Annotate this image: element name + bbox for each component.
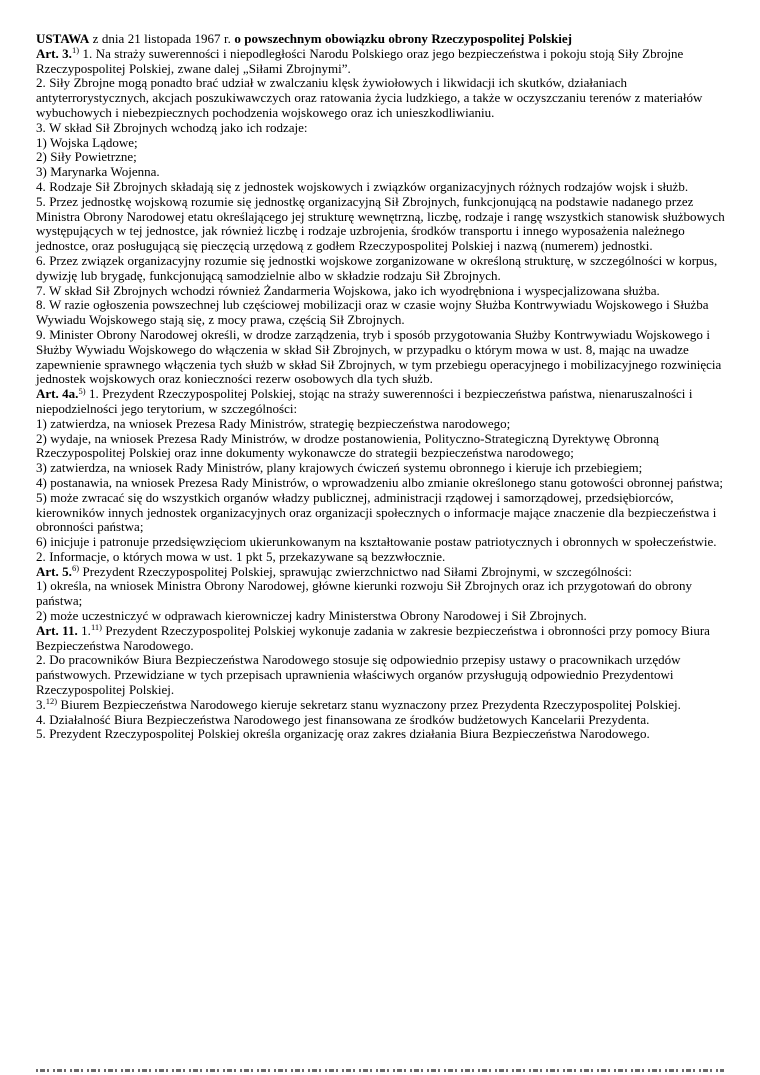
text-run: 5. Prezydent Rzeczypospolitej Polskiej określa organizację oraz zakres działania Biura Bezpieczeństwa Narodowego. — [36, 726, 650, 742]
text-run: 1) zatwierdza, na wniosek Prezesa Rady Ministrów, strategię bezpieczeństwa narodowego; — [36, 415, 511, 431]
list-item — [36, 165, 726, 180]
list-item — [36, 476, 726, 491]
text-run: 2) może uczestniczyć w odprawach kierowniczej kadry Ministerstwa Obrony Narodowej i Sił Zbrojnych. — [36, 608, 587, 624]
paragraph — [36, 121, 726, 136]
text-run: z dnia 21 listopada 1967 r. — [89, 31, 235, 46]
paragraph — [36, 328, 726, 387]
paragraph — [36, 76, 726, 120]
text-run: Prezydent Rzeczypospolitej Polskiej, sprawując zwierzchnictwo nad Siłami Zbrojnymi, w szczególności: — [79, 563, 632, 579]
text-run: 7. W skład Sił Zbrojnych wchodzi również Żandarmeria Wojskowa, jako ich wyodrębniona i wyspecjalizowana służba. — [36, 282, 660, 298]
text-run: Biurem Bezpieczeństwa Narodowego kieruje sekretarz stanu wyznaczony przez Prezydenta Rzeczypospolitej Polskiej. — [57, 696, 681, 712]
paragraph — [36, 180, 726, 195]
list-item — [36, 136, 726, 151]
text-run: 2. Do pracowników Biura Bezpieczeństwa Narodowego stosuje się odpowiednio przepisy ustawy o pracownikach urzędów państwowych. Przewidziane w tych przepisach uprawnienia właściwych organów przysługują odpowiednio Prezydentowi Rzeczypospolitej Polskiej. — [36, 652, 681, 698]
list-item — [36, 535, 726, 550]
bold-text-run: o powszechnym obowiązku obrony Rzeczypospolitej Polskiej — [234, 31, 573, 46]
paragraph — [36, 698, 726, 713]
text-run: 2. Informacje, o których mowa w ust. 1 pkt 5, przekazywane są bezzwłocznie. — [36, 548, 446, 564]
bold-text-run: USTAWA — [36, 31, 90, 46]
bold-text-run: Art. 5. — [36, 563, 72, 579]
paragraph — [36, 550, 726, 565]
text-run: 6. Przez związek organizacyjny rozumie się jednostki wojskowe zorganizowane w określoną strukturę, w szczególności w korpus, dywizję lub brygadę, funkcjonującą samodzielnie albo w składzie rodzaju Sił Zbrojnych. — [36, 252, 718, 283]
list-item — [36, 150, 726, 165]
article-3 — [36, 47, 726, 77]
paragraph — [36, 254, 726, 284]
text-run: 9. Minister Obrony Narodowej określi, w drodze zarządzenia, tryb i sposób przygotowania Służby Kontrwywiadu Wojskowego i Służby Wywiadu Wojskowego do włączenia w skład Sił Zbrojnych, w przypadku o którym mowa w ust. 8, mając na uwadze zapewnienie sprawnego włączenia tych służb w skład Sił Zbrojnych, w tym przebiegu operacyjnego i mobilizacyjnego rozwinięcia jednostek wojskowych oraz konieczności rezerw osobowych dla tych służb. — [36, 326, 722, 387]
bold-text-run: Art. 11. — [36, 622, 78, 638]
article-11 — [36, 624, 726, 654]
bold-text-run: Art. 3. — [36, 45, 72, 61]
paragraph — [36, 195, 726, 254]
paragraph — [36, 298, 726, 328]
text-run: 8. W razie ogłoszenia powszechnej lub częściowej mobilizacji oraz w czasie wojny Służba Kontrwywiadu Wojskowego i Służba Wywiadu Wojskowego stają się, z mocy prawa, częścią Sił Zbrojnych. — [36, 297, 709, 328]
text-run: 1. — [77, 622, 91, 638]
text-run: 3) zatwierdza, na wniosek Rady Ministrów, plany krajowych ćwiczeń systemu obronnego i kieruje ich przebiegiem; — [36, 460, 643, 476]
list-item — [36, 609, 726, 624]
bold-text-run: Art. 4a. — [36, 386, 79, 402]
text-run: 2) wydaje, na wniosek Prezesa Rady Ministrów, w drodze postanowienia, Polityczno-Strategiczną Dyrektywę Obronną Rzeczypospolitej Polskiej oraz inne dokumenty wykonawcze do strategii bezpieczeństwa narodowego; — [36, 430, 659, 461]
text-run: 1) Wojska Lądowe; — [36, 134, 138, 150]
paragraph — [36, 713, 726, 728]
document-title — [36, 32, 726, 47]
text-run: 1. Prezydent Rzeczypospolitej Polskiej, stojąc na straży suwerenności i bezpieczeństwa państwa, nienaruszalności i niepodzielności jego terytorium, w szczególności: — [36, 386, 693, 416]
paragraph — [36, 284, 726, 299]
text-run: 3. — [36, 696, 46, 712]
text-run: 1) określa, na wniosek Ministra Obrony Narodowej, główne kierunki rozwoju Sił Zbrojnych oraz ich przygotowań do obrony państwa; — [36, 578, 692, 609]
text-run: 2) Siły Powietrzne; — [36, 149, 137, 165]
list-item — [36, 491, 726, 535]
text-run: 4) postanawia, na wniosek Prezesa Rady Ministrów, o wprowadzeniu albo zmianie określonego stanu gotowości obronnej państwa; — [36, 474, 724, 490]
text-run: 1. Na straży suwerenności i niepodległości Narodu Polskiego oraz jego bezpieczeństwa i pokoju stoją Siły Zbrojne Rzeczypospolitej Polskiej, zwane dalej „Siłami Zbrojnymi”. — [36, 45, 684, 76]
text-run: 2. Siły Zbrojne mogą ponadto brać udział w zwalczaniu klęsk żywiołowych i likwidacji ich skutków, działaniach antyterrorystycznych, akcjach poszukiwawczych oraz ratowania życia ludzkiego, a także w oczyszczaniu terenów z materiałów wybuchowych i niebezpiecznych pochodzenia wojskowego oraz ich unieszkodliwianiu. — [36, 75, 703, 120]
document-body — [36, 32, 726, 742]
text-run: 5) może zwracać się do wszystkich organów władzy publicznej, administracji rządowej i samorządowej, przedsiębiorców, kierowników innych jednostek organizacyjnych oraz organizacji społecznych o informacje mające znaczenie dla bezpieczeństwa i obronności państwa; — [36, 489, 717, 535]
article-4a — [36, 387, 726, 417]
text-run: Prezydent Rzeczypospolitej Polskiej wykonuje zadania w zakresie bezpieczeństwa i obronności przy pomocy Biura Bezpieczeństwa Narodowego. — [36, 622, 710, 653]
paragraph — [36, 653, 726, 697]
text-run: 6) inicjuje i patronuje przedsięwzięciom ukierunkowanym na kształtowanie postaw patriotycznych i obronnych w społeczeństwie. — [36, 534, 717, 550]
text-run: 4. Działalność Biura Bezpieczeństwa Narodowego jest finansowana ze środków budżetowych Kancelarii Prezydenta. — [36, 711, 650, 727]
list-item — [36, 461, 726, 476]
text-run: 3) Marynarka Wojenna. — [36, 164, 160, 180]
cutoff-text-line — [36, 1069, 724, 1072]
list-item — [36, 579, 726, 609]
footnote-ref: 11) — [90, 622, 102, 633]
list-item — [36, 432, 726, 462]
text-run: 3. W skład Sił Zbrojnych wchodzą jako ich rodzaje: — [36, 119, 308, 135]
footnote-ref: 6) — [71, 563, 80, 574]
footnote-ref: 12) — [45, 696, 58, 707]
text-run: 5. Przez jednostkę wojskową rozumie się jednostkę organizacyjną Sił Zbrojnych, funkcjonującą na podstawie nadanego przez Ministra Obrony Narodowej etatu określającego jej strukturę wewnętrzną, liczbę, rodzaje i rangę wszystkich stanowisk służbowych występujących w tej jednostce, jak również liczbę i rodzaje uzbrojenia, środków transportu i innego wyposażenia należnego jednostce, oraz posługującą się pieczęcią urzędową z godłem Rzeczypospolitej Polskiej i nazwą (numerem) jednostki. — [36, 193, 725, 254]
list-item — [36, 417, 726, 432]
paragraph — [36, 727, 726, 742]
footnote-ref: 1) — [71, 45, 80, 56]
text-run: 4. Rodzaje Sił Zbrojnych składają się z jednostek wojskowych i związków organizacyjnych różnych rodzajów wojsk i służb. — [36, 178, 689, 194]
article-5 — [36, 565, 726, 580]
footnote-ref: 5) — [78, 385, 86, 396]
